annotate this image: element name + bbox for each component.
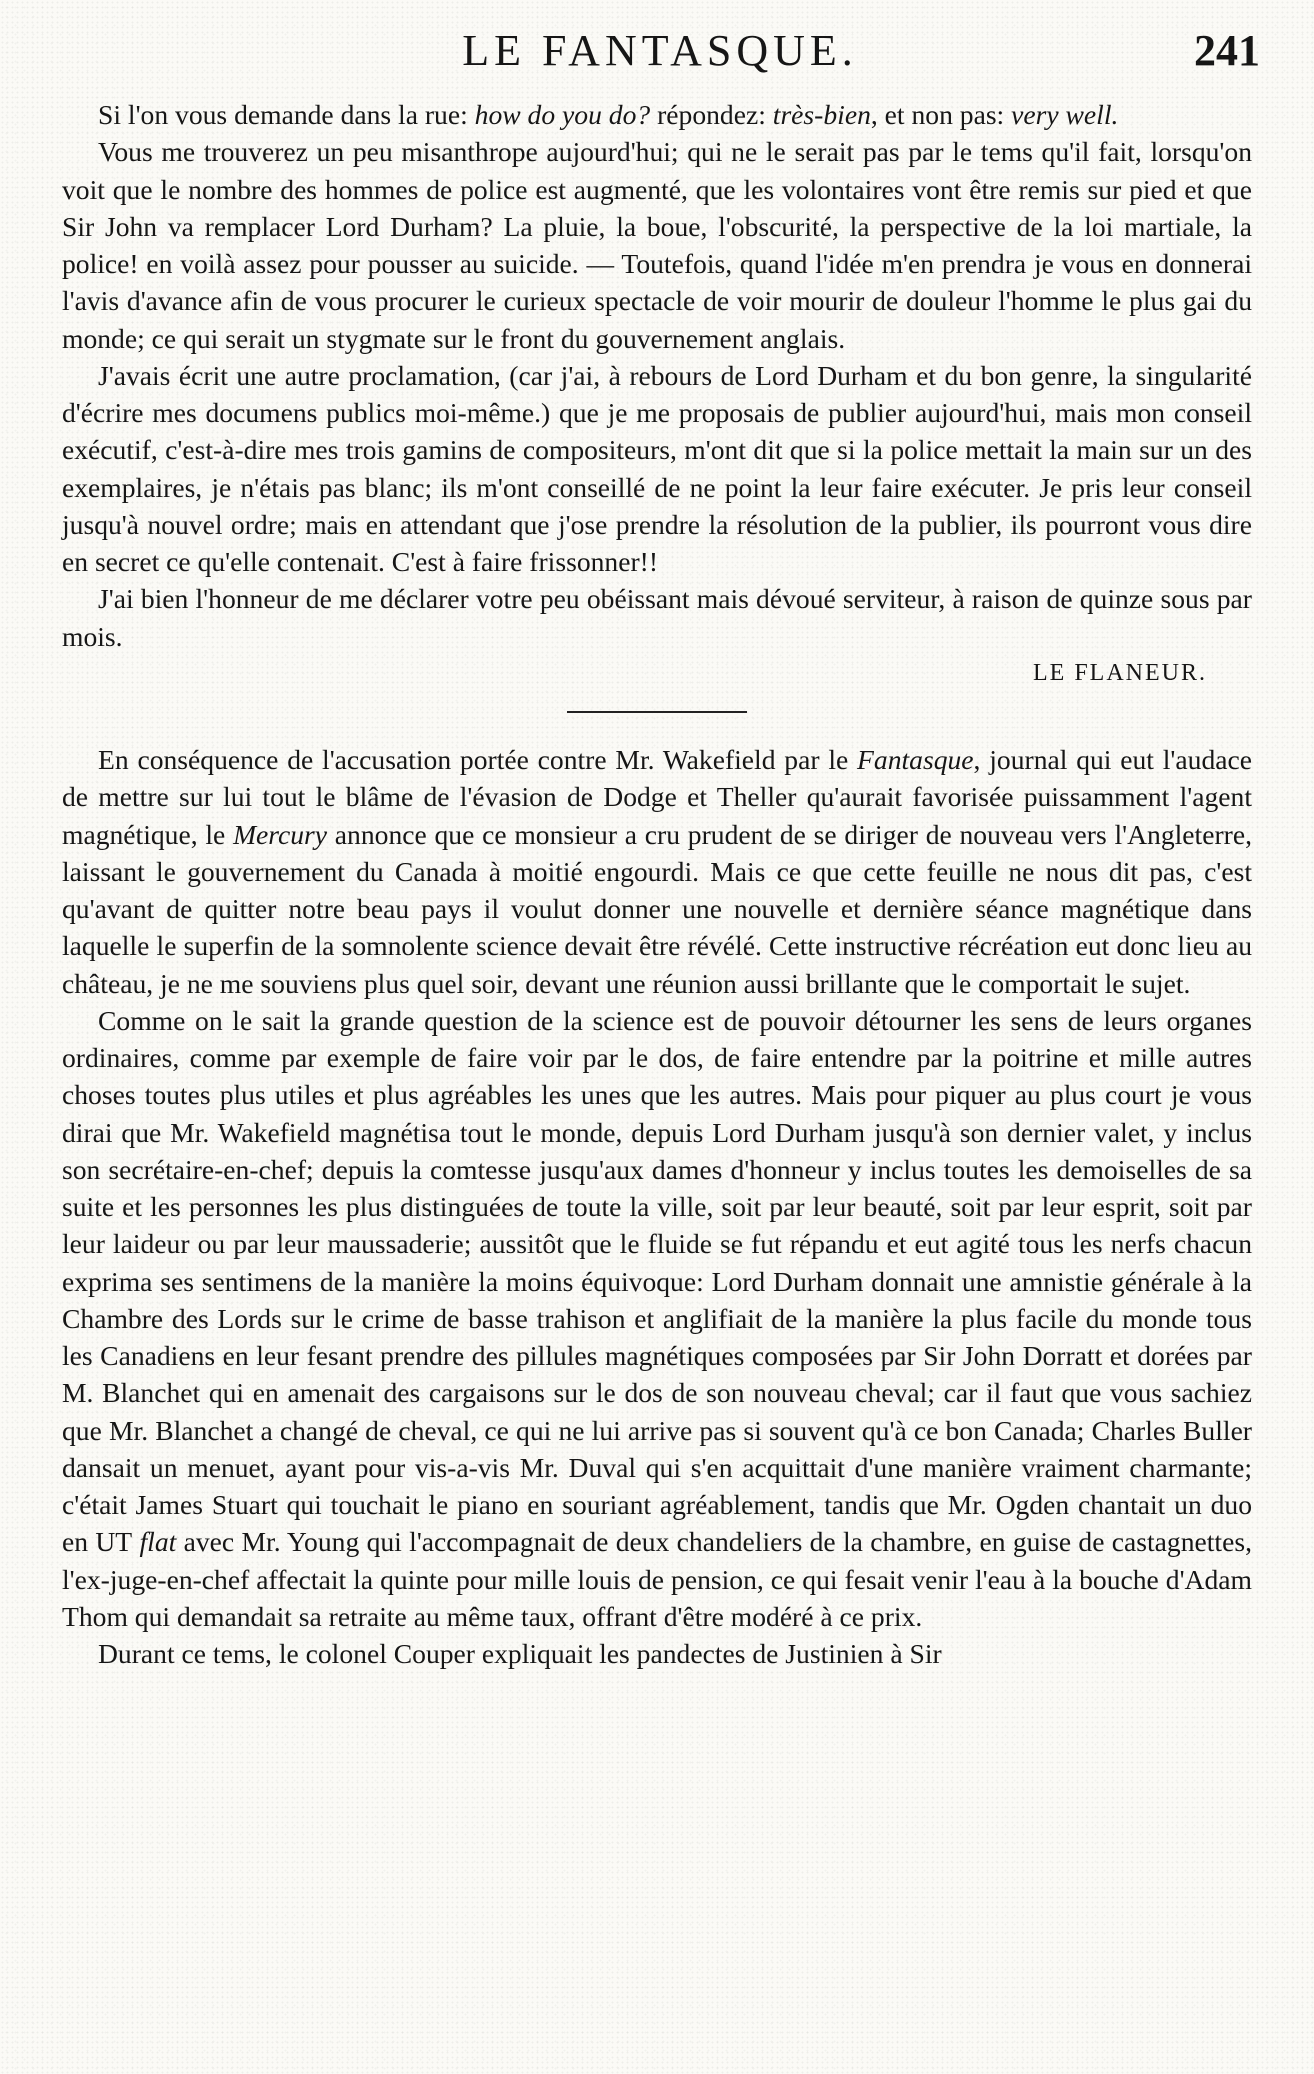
- text-run: En conséquence de l'accusation portée contre Mr. Wakefield par le: [98, 744, 858, 776]
- paragraph-couper: Durant ce tems, le colonel Couper expliquait les pandectes de Justinien à Sir: [98, 1638, 942, 1670]
- newspaper-title: LE FANTASQUE.: [462, 26, 858, 75]
- signature: LE FLANEUR.: [1033, 659, 1207, 686]
- paragraph-closing: [62, 580, 1252, 655]
- paragraph-science: [62, 1002, 1252, 1635]
- page-number: 241: [1194, 26, 1260, 75]
- text-run: annonce que ce monsieur a cru prudent de se diriger de nouveau vers l'Angleterre, laissant le gouvernement du Canada à moitié engourdi. Mais ce que cette feuille ne nous dit pas, c'est qu'avant de quitter notre beau pays il voulut donner une nouvelle et dernière séance magnétique dans laquelle le superfin de la somnolente science devait être révélé. Cette instructive récréation eut donc lieu au château, je ne me souviens plus quel soir, devant une réunion aussi brillante que le comportait le sujet.: [62, 818, 1252, 999]
- italic-phrase: Mercury: [233, 818, 328, 850]
- signature-line: [62, 657, 1252, 689]
- text-run: , et non pas:: [870, 99, 1012, 130]
- paragraph-misanthrope: Vous me trouverez un peu misanthrope aujourd'hui; qui ne le serait pas par le tems qu'il fait, lorsqu'on voit que le nombre des hommes de police est augmenté, que les volontaires vont être remis sur pied et que Sir John va remplacer Lord Durham? La pluie, la boue, l'obscurité, la perspective de la loi martiale, la police! en voilà assez pour pousser au suicide. — Toutefois, quand l'idée m'en prendra je vous en donnerai l'avis d'avance afin de vous procurer le curieux spectacle de voir mourir de douleur l'homme le plus gai du monde; ce qui serait un stygmate sur le front du gouvernement anglais.: [62, 136, 1252, 354]
- paragraph-proclamation: J'avais écrit une autre proclamation, (car j'ai, à rebours de Lord Durham et du bon genre, la singularité d'écrire mes documens publics moi-même.) que je me proposais de publier aujourd'hui, mais mon conseil exécutif, c'est-à-dire mes trois gamins de compositeurs, m'ont dit que si la police mettait la main sur un des exemplaires, je n'étais pas blanc; ils m'ont conseillé de ne point la leur faire exécuter. Je pris leur conseil jusqu'à nouvel ordre; mais en attendant que j'ose prendre la résolution de la publier, ils pourront vous dire en secret ce qu'elle contenait. C'est à faire frissonner!!: [62, 359, 1252, 577]
- text-run: , journal qui eut l'audace de mettre sur lui tout le blâme de l'évasion de Dodge et Theller qu'aurait favorisée puissamment l'agent magnétique, le: [62, 744, 1252, 850]
- section-divider: [567, 711, 747, 713]
- text-run: répondez:: [650, 99, 773, 130]
- text-run: Si l'on vous demande dans la rue:: [98, 99, 475, 130]
- italic-phrase: flat: [139, 1526, 177, 1558]
- italic-phrase: Fantasque: [857, 744, 974, 776]
- article-body: [62, 96, 1252, 1672]
- paragraph-wakefield: [62, 741, 1252, 1002]
- text-run: avec Mr. Young qui l'accompagnait de deux chandeliers de la chambre, en guise de castagnettes, l'ex-juge-en-chef affectait la quinte pour mille louis de pension, ce qui fesait venir l'eau à la bouche d'Adam Thom qui demandait sa retraite au même taux, offrant d'être modéré à ce prix.: [62, 1526, 1252, 1632]
- page-header: [60, 25, 1260, 85]
- italic-phrase: how do you do?: [474, 99, 651, 130]
- text-run: Comme on le sait la grande question de la science est de pouvoir détourner les sens de leurs organes ordinaires, comme par exemple de faire voir par le dos, de faire entendre par la poitrine et mille autres choses toutes plus utiles et plus agréables les unes que les autres. Mais pour piquer au plus court je vous dirai que Mr. Wakefield magnétisa tout le monde, depuis Lord Durham jusqu'à son dernier valet, y inclus son secrétaire-en-chef; depuis la comtesse jusqu'aux dames d'honneur y inclus toutes les demoiselles de sa suite et les personnes les plus distinguées de toute la ville, soit par leur beauté, soit par leur esprit, soit par leur laideur ou par leur maussaderie; aussitôt que le fluide se fut répandu et eut agité tous les nerfs chacun exprima ses sentimens de la manière la moins équivoque: Lord Durham donnait une amnistie générale à la Chambre des Lords sur le crime de basse trahison et anglifiait de la manière la plus facile du monde tous les Canadiens en leur fesant prendre des pillules magnétiques composées par Sir John Dorratt et dorées par M. Blanchet qui en amenait des cargaisons sur le dos de son nouveau cheval; car il faut que vous sachiez que Mr. Blanchet a changé de cheval, ce qui ne lui arrive pas si souvent qu'à ce bon Canada; Charles Buller dansait un menuet, ayant pour vis-a-vis Mr. Duval qui s'en acquittait d'une manière vraiment charmante; c'était James Stuart qui touchait le piano en souriant agréablement, tandis que Mr. Ogden chantait un duo en: [62, 1004, 1252, 1558]
- text-run: J'ai bien l'honneur de me déclarer votre peu obéissant mais dévoué serviteur, à raison de quinze sous par mois.: [62, 583, 1252, 652]
- italic-phrase: very well.: [1011, 99, 1119, 130]
- paragraph-greeting: [62, 96, 1252, 133]
- small-caps-phrase: UT: [95, 1526, 133, 1558]
- italic-phrase: très-bien: [772, 99, 871, 130]
